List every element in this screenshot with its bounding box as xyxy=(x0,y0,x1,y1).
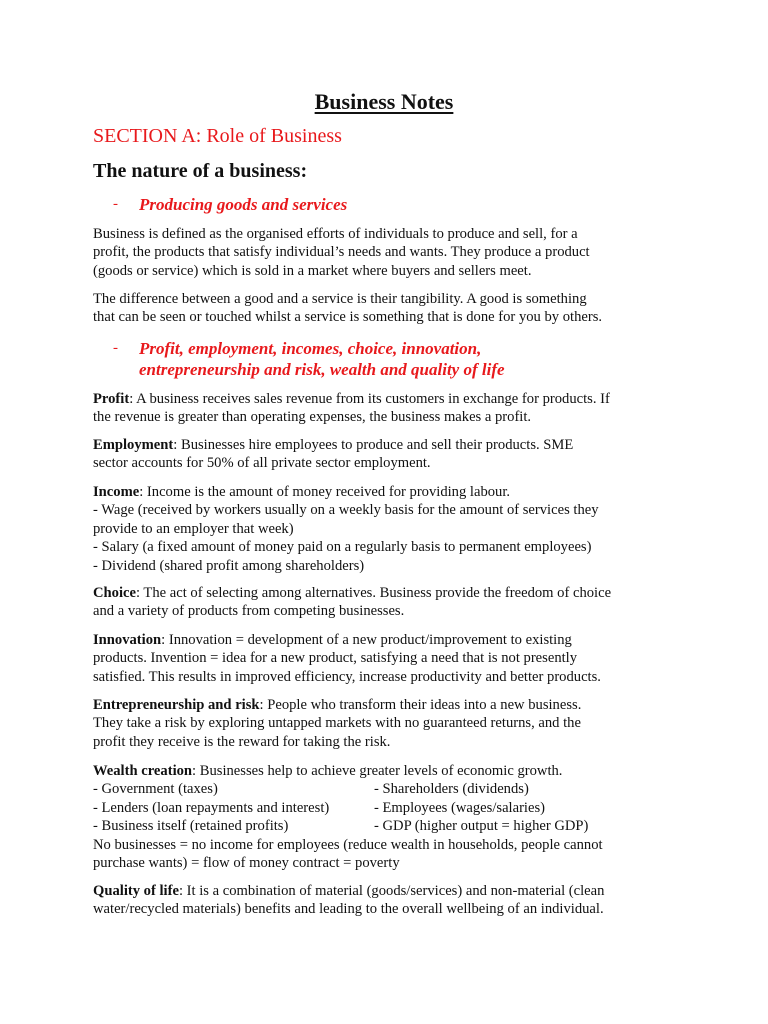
wealth-row xyxy=(93,817,683,835)
paragraph-profit xyxy=(93,390,683,427)
text-line xyxy=(93,584,683,602)
term-innovation: Innovation xyxy=(93,632,162,648)
text-line: profit they receive is the reward for taking the risk. xyxy=(93,733,391,750)
paragraph-choice xyxy=(93,584,683,621)
text-line: (goods or service) which is sold in a market where buyers and sellers meet. xyxy=(93,262,532,279)
text-line: entrepreneurship and risk, wealth and quality of life xyxy=(139,360,505,379)
wealth-row-left: - Lenders (loan repayments and interest) xyxy=(93,799,330,816)
paragraph-quality-of-life xyxy=(93,882,683,919)
definition-text: : A business receives sales revenue from its customers in exchange for products. If xyxy=(129,391,610,407)
wealth-row-right: - Employees (wages/salaries) xyxy=(374,799,546,816)
text-line: Business is defined as the organised efforts of individuals to produce and sell, for a xyxy=(93,226,578,242)
term-entrepreneurship: Entrepreneurship and risk xyxy=(93,697,260,713)
text-line: - Dividend (shared profit among shareholders) xyxy=(93,557,365,574)
text-line: Profit, employment, incomes, choice, innovation, xyxy=(139,339,482,358)
text-line: satisfied. This results in improved efficiency, increase productivity and better products. xyxy=(93,668,601,685)
definition-text: : It is a combination of material (goods/services) and non-material (clean xyxy=(178,883,605,899)
bullet-heading-goods-services xyxy=(113,194,699,215)
text-line xyxy=(93,696,683,714)
text-line: - Salary (a fixed amount of money paid on a regularly basis to permanent employees) xyxy=(93,539,592,556)
text-line xyxy=(93,483,683,501)
text-line xyxy=(93,882,683,900)
paragraph-income xyxy=(93,483,683,575)
definition-text: : The act of selecting among alternatives. Business provide the freedom of choice xyxy=(135,585,612,601)
section-heading: SECTION A: Role of Business xyxy=(93,125,342,147)
text-line: that can be seen or touched whilst a service is something that is done for you by others. xyxy=(93,309,603,326)
definition-text: : People who transform their ideas into a new business. xyxy=(259,697,582,713)
text-line: sector accounts for 50% of all private sector employment. xyxy=(93,455,431,472)
paragraph-entrepreneurship xyxy=(93,696,683,751)
text-line: profit, the products that satisfy individual’s needs and wants. They produce a product xyxy=(93,244,590,261)
bullet-dash: - xyxy=(113,196,118,212)
text-line: and a variety of products from competing businesses. xyxy=(93,603,405,620)
text-line xyxy=(93,390,683,408)
wealth-row-left: - Government (taxes) xyxy=(93,781,218,798)
text-line: purchase wants) = flow of money contract = poverty xyxy=(93,855,400,872)
wealth-row-right: - Shareholders (dividends) xyxy=(374,781,529,798)
term-quality-of-life: Quality of life xyxy=(93,883,179,899)
wealth-row xyxy=(93,780,683,798)
document-title: Business Notes xyxy=(314,89,454,114)
paragraph-wealth-creation xyxy=(93,762,683,872)
term-profit: Profit xyxy=(93,391,130,407)
paragraph-innovation xyxy=(93,631,683,686)
text-line: water/recycled materials) benefits and leading to the overall wellbeing of an individual. xyxy=(93,901,604,918)
wealth-row xyxy=(93,799,683,817)
paragraph-goods-vs-services xyxy=(93,290,683,327)
term-income: Income xyxy=(93,484,140,500)
bullet-dash: - xyxy=(113,340,118,356)
subheading: The nature of a business: xyxy=(93,160,308,182)
bullet-heading-role-list xyxy=(113,338,699,380)
text-line xyxy=(93,436,683,454)
text-line: products. Invention = idea for a new product, satisfying a need that is not presently xyxy=(93,650,578,667)
definition-text: : Businesses hire employees to produce and sell their products. SME xyxy=(173,437,574,453)
definition-text: : Businesses help to achieve greater levels of economic growth. xyxy=(192,763,563,779)
bullet-heading-text xyxy=(139,338,699,380)
text-line xyxy=(93,762,683,780)
text-line: The difference between a good and a service is their tangibility. A good is something xyxy=(93,291,587,307)
term-employment: Employment xyxy=(93,437,174,453)
term-choice: Choice xyxy=(93,585,136,601)
paragraph-business-definition xyxy=(93,225,683,280)
text-line: No businesses = no income for employees (reduce wealth in households, people cannot xyxy=(93,836,603,853)
paragraph-employment xyxy=(93,436,683,473)
text-line: - Wage (received by workers usually on a weekly basis for the amount of services they xyxy=(93,502,599,519)
term-wealth-creation: Wealth creation xyxy=(93,763,193,779)
wealth-row-left: - Business itself (retained profits) xyxy=(93,818,289,835)
bullet-heading-text: Producing goods and services xyxy=(139,195,348,214)
definition-text: : Innovation = development of a new product/improvement to existing xyxy=(161,632,572,648)
text-line: provide to an employer that week) xyxy=(93,520,294,537)
text-line: the revenue is greater than operating expenses, the business makes a profit. xyxy=(93,409,532,426)
definition-text: : Income is the amount of money received for providing labour. xyxy=(139,484,511,500)
wealth-row-right: - GDP (higher output = higher GDP) xyxy=(374,818,589,835)
text-line xyxy=(93,631,683,649)
text-line: They take a risk by exploring untapped markets with no guaranteed returns, and the xyxy=(93,715,581,732)
